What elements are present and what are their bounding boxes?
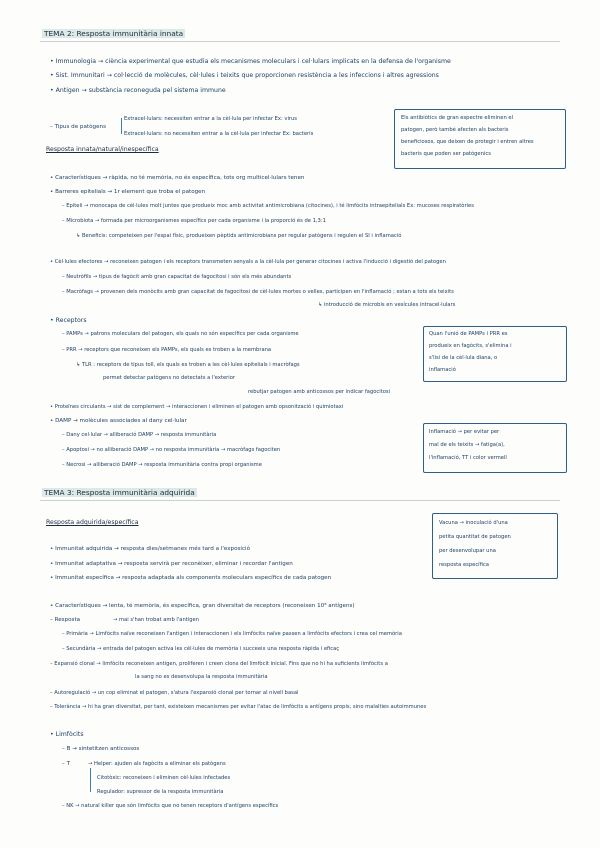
receptors-line: • Receptors <box>50 317 87 324</box>
note-line: inflamació <box>429 367 456 373</box>
bracket-line <box>121 118 122 134</box>
vaccine-note-box <box>432 513 558 579</box>
acquired-line: • Immunitat adaptativa → resposta servirà per reconèixer, eliminar i recordar l'antigen <box>50 561 293 567</box>
note-line: Vacuna → inoculació d'una <box>439 520 508 526</box>
note-line: bacteris que poden ser patògenics <box>401 151 491 157</box>
receptors-line: • DAMP → molècules associades al dany cel·lular <box>50 418 187 424</box>
characteristics-line: la sang no es desenvolupa la resposta immunitària <box>135 674 268 680</box>
note-line: patogen, però també afecten als bacteris <box>401 127 509 133</box>
innate-heading: Resposta innata/natural/inespecífica <box>46 146 159 153</box>
characteristics-line: – Secundària → entrada del patogen activa les cèl·lules de memòria i succeeix una resposta ràpida i eficaç <box>62 646 340 652</box>
innate-line: – Microbiota → formada per microorganismes específics per cada organisme i la proporció és de 1,3:1 <box>62 218 326 224</box>
pamp-note-box <box>423 326 567 382</box>
lymphocytes-line: – NK → natural killer que són limfòcits que no tenen receptors d'antígens específics <box>62 803 279 809</box>
lymphocytes-line: – B → sintetitzen anticossos <box>62 746 140 752</box>
title-underline <box>40 41 560 42</box>
acquired-line: • Immunitat adquirida → resposta dies/setmanes més tard a l'exposició <box>50 546 251 552</box>
receptors-line: – Apoptosi → no alliberació DAMP → no resposta immunitària → macròfags fagociten <box>62 447 281 453</box>
definition-line: • Antigen → substància reconeguda pel sistema immune <box>50 87 226 94</box>
characteristics-line: • Característiques → lenta, té memòria, és específica, gran diversitat de receptors (reconeixen 10⁸ antígens) <box>50 603 355 609</box>
receptors-line: – PAMPs → patrons moleculars del patogen, els quals no són específics per cada organisme <box>62 331 299 337</box>
characteristics-line: – Resposta <box>50 617 81 623</box>
receptors-line: – Necrosi → alliberació DAMP → resposta immunitària contra propi organisme <box>62 462 262 468</box>
note-line: per desenvolupar una <box>439 548 496 554</box>
pathogen-types-label: – Tipus de patògens <box>50 124 106 130</box>
note-line: Els antibiòtics de gran espectre eliminen el <box>401 115 514 121</box>
lymphocytes-line: Regulador: supressor de la resposta immunitària <box>97 789 224 795</box>
pathogen-extra: Extracel·lulars: necessiten entrar a la cèl·lula per infectar Ex: virus <box>124 116 298 122</box>
receptors-line: rebutjar patogen amb anticossos per indicar fagocitosi <box>248 389 391 395</box>
innate-line: – Neutròfils → tipus de fagòcit amb gran capacitat de fagocitosi i són els més abundants <box>62 274 292 280</box>
note-line: Quan l'unió de PAMPs i PRR es <box>429 331 508 337</box>
characteristics-line: – Expansió clonal → limfòcits reconeixen antigen, proliferen i creen clons del limfòcit inicial. Fins que no hi ha suficients limfòcits a <box>50 661 388 667</box>
characteristics-line: → mai s'han trobat amb l'antigen <box>113 617 199 623</box>
note-line: produeix en fagòcits, s'elimina i <box>429 343 512 349</box>
lymphocytes-line: • Limfòcits <box>50 731 84 738</box>
title-underline <box>40 500 560 501</box>
receptors-line: – Dany cel·lular → alliberació DAMP → resposta immunitària <box>62 432 217 438</box>
receptors-line: • Proteïnes circulants → sist de complement → interaccionen i eliminen el patogen amb opsonització i quimiotaxi <box>50 404 344 410</box>
acquired-line: • Immunitat específica → resposta adaptada als components moleculars específics de cada patogen <box>50 575 332 581</box>
innate-line: ↳ Beneficis: competeixen per l'espai físic, produeixen pèptids antimicrobians per regular patògens i regulen el SI i inflamació <box>76 233 402 239</box>
definition-line: • Sist. Immunitari → col·lecció de molècules, cèl·lules i teixits que proporcionen resistència a les infeccions i altres agressions <box>50 72 439 79</box>
note-line: s'lisi de la cèl·lula diana, o <box>429 355 498 361</box>
receptors-line: – PRR → receptors que reconeixen els PAMPs, els quals es troben a la membrana <box>62 347 272 353</box>
innate-line: – Macròfags → provenen dels monòcits amb gran capacitat de fagocitosi de cèl·lules mortes o velles, participen en l'inflamació ; estan a tots els teixits <box>62 289 454 295</box>
lymphocytes-line: → Helper: ajuden als fagòcits a eliminar els patògens <box>88 761 226 767</box>
note-line: Inflamació → per evitar per <box>429 429 500 435</box>
receptors-line: permet detectar patògens no detectats a l'exterior <box>103 375 236 381</box>
pathogen-intra: Extracel·lulars: no necessiten entrar a la cèl·lula per infectar Ex: bacteris <box>124 131 314 137</box>
note-line: beneficiosos, que deixen de protegir i entren altres <box>401 139 534 145</box>
note-line: mal de els teixits → fatiga(a), <box>429 442 505 448</box>
innate-line: • Barreres epitelials → 1r element que troba el patogen <box>50 189 206 195</box>
characteristics-line: – Primària → Limfòcits naïve reconeixen l'antigen i interaccionen i els limfòcits naïve passen a limfòcits efectors i crea cel memòria <box>62 631 402 637</box>
antibiotics-note-box <box>394 109 566 169</box>
tema2-title: TEMA 2: Resposta immunitària innata <box>44 29 184 38</box>
innate-line: ↳ introducció de microbis en vesícules intracel·lulars <box>318 302 456 308</box>
receptors-line: ↳ TLR : receptors de tipus toll, els quals es troben a les cèl·lules epitelials i macròfags <box>76 362 300 368</box>
lymphocytes-line: Citotòxic: reconeixen i eliminen cèl·lules infectades <box>97 775 231 781</box>
innate-line: • Característiques → ràpida, no té memòria, no és específica, tots org multicel·lulars tenen <box>50 175 305 181</box>
tema3-title: TEMA 3: Resposta immunitària adquirida <box>44 488 195 497</box>
bracket-line <box>90 768 91 792</box>
note-line: petita quantitat de patogen <box>439 534 511 540</box>
acquired-heading: Resposta adquirida/específica <box>46 519 139 526</box>
note-line: resposta específica <box>439 562 489 568</box>
lymphocytes-line: – T <box>62 761 70 767</box>
characteristics-line: – Autoregulació → un cop eliminat el patogen, s'atura l'expansió clonal per tornar al nivell basal <box>50 690 299 696</box>
innate-line: – Epiteli → monocapa de cèl·lules molt juntes que produeix moc amb activitat antimicrobiana (citocines), i té limfòcits intraepitelials Ex: mucoses respiratòries <box>62 203 474 209</box>
inflammation-note-box <box>423 423 567 473</box>
definition-line: • Immunologia → ciència experimental que estudia els mecanismes moleculars i cel·lulars implicats en la defensa de l'organisme <box>50 58 451 65</box>
innate-line: • Cèl·lules efectores → reconeixen patogen i els receptors transmeten senyals a la cèl·lula per generar citocines i activa l'inducció i digestió del patogen <box>50 259 446 265</box>
note-line: l'inflamació, TT i color vermell <box>429 455 507 461</box>
characteristics-line: – Tolerància → hi ha gran diversitat, per tant, existeixen mecanismes per evitar l'atac de limfòcits a antígens propis, sino malalties autoimmunes <box>50 704 427 710</box>
